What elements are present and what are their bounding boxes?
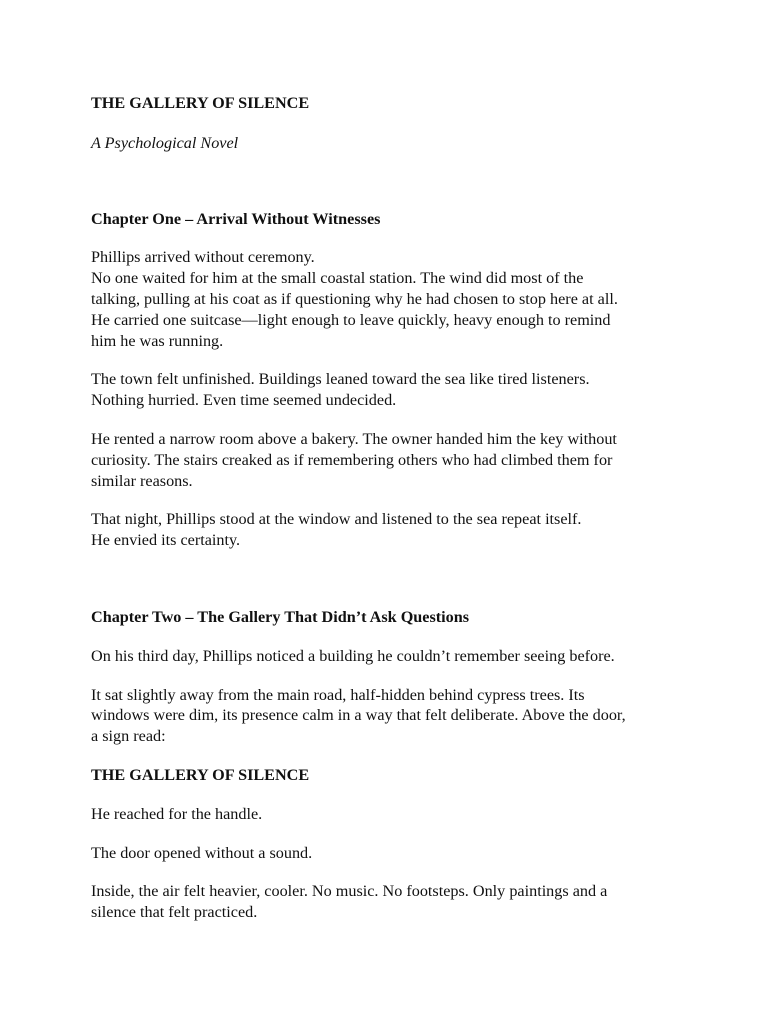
book-subtitle: A Psychological Novel [91, 133, 239, 152]
text-line: windows were dim, its presence calm in a way that felt deliberate. Above the door, [91, 706, 626, 725]
text-line: That night, Phillips stood at the window and listened to the sea repeat itself. [91, 510, 582, 529]
paragraph [91, 646, 691, 667]
text-line: similar reasons. [91, 471, 193, 490]
paragraph [91, 685, 691, 747]
text-line: It sat slightly away from the main road, half-hidden behind cypress trees. Its [91, 685, 585, 704]
book-title: THE GALLERY OF SILENCE [91, 94, 310, 112]
text-line: him he was running. [91, 331, 224, 350]
text-line: Inside, the air felt heavier, cooler. No music. No footsteps. Only paintings and a [91, 882, 608, 901]
paragraph [91, 881, 691, 923]
text-line: On his third day, Phillips noticed a building he couldn’t remember seeing before. [91, 646, 615, 665]
gallery-sign-text: THE GALLERY OF SILENCE [91, 765, 310, 784]
text-line: No one waited for him at the small coastal station. The wind did most of the [91, 269, 584, 288]
paragraph [91, 843, 691, 864]
text-line: The town felt unfinished. Buildings leaned toward the sea like tired listeners. [91, 370, 590, 389]
text-line: He carried one suitcase—light enough to leave quickly, heavy enough to remind [91, 310, 611, 329]
text-line: silence that felt practiced. [91, 903, 258, 922]
chapter-heading-one: Chapter One – Arrival Without Witnesses [91, 209, 381, 228]
paragraph [91, 369, 691, 411]
paragraph [91, 429, 691, 491]
text-line: Nothing hurried. Even time seemed undecided. [91, 391, 397, 410]
text-line: a sign read: [91, 727, 166, 746]
text-line: He reached for the handle. [91, 804, 263, 823]
paragraph [91, 247, 691, 351]
text-line: He envied its certainty. [91, 531, 241, 550]
text-line: curiosity. The stairs creaked as if remembering others who had climbed them for [91, 450, 613, 469]
chapter-heading-two: Chapter Two – The Gallery That Didn’t Ask Questions [91, 607, 470, 626]
paragraph [91, 804, 691, 825]
text-line: He rented a narrow room above a bakery. The owner handed him the key without [91, 429, 617, 448]
text-line: Phillips arrived without ceremony. [91, 248, 315, 267]
text-line: The door opened without a sound. [91, 843, 313, 862]
text-line: talking, pulling at his coat as if questioning why he had chosen to stop here at all. [91, 289, 618, 308]
paragraph [91, 509, 691, 551]
document-body [91, 93, 691, 923]
